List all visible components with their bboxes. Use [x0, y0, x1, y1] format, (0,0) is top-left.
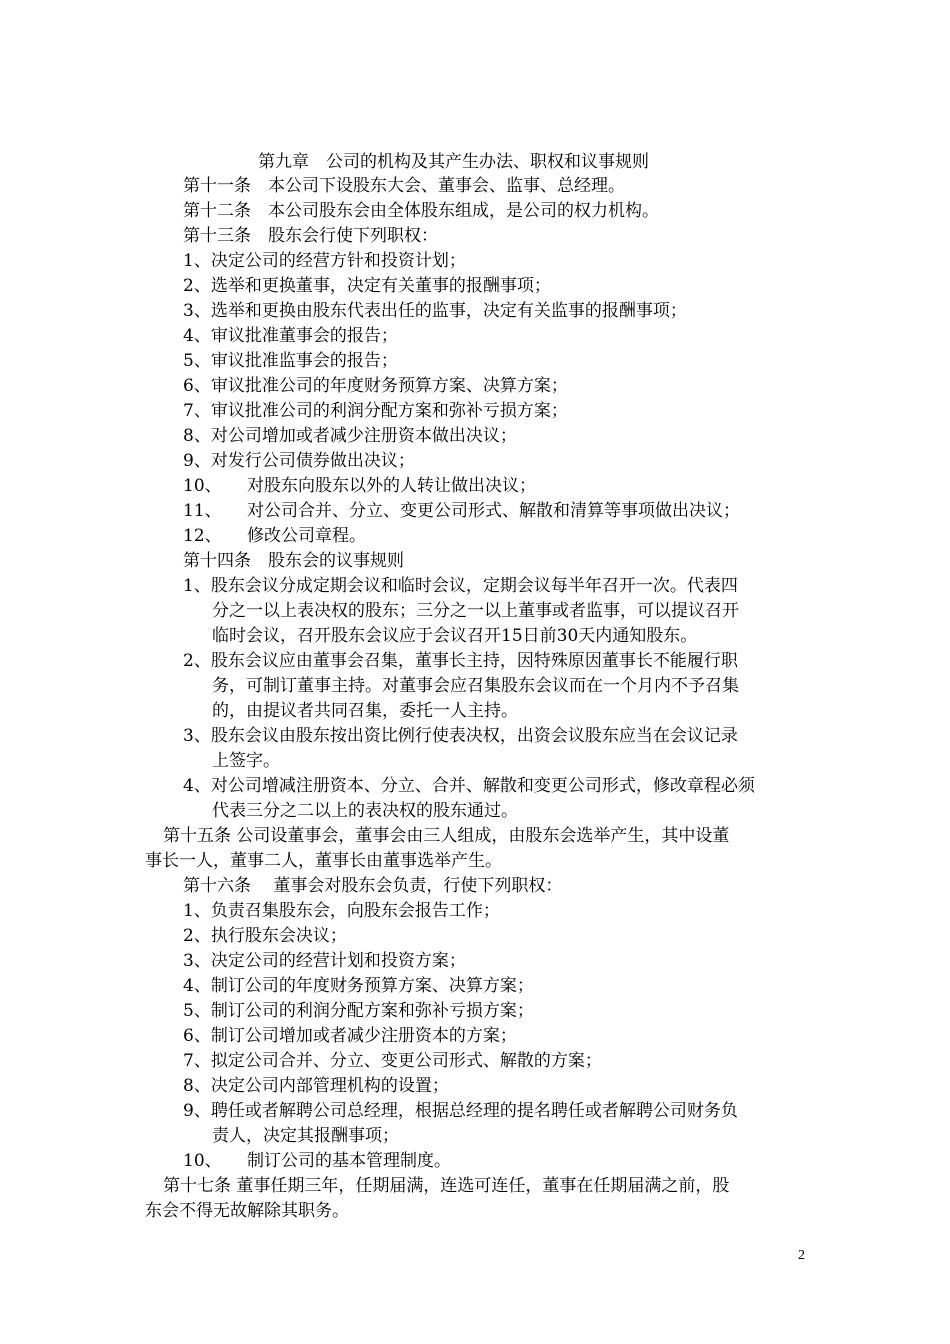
list-item: 2、选举和更换董事，决定有关董事的报酬事项；	[183, 276, 551, 296]
list-item: 9、聘任或者解聘公司总经理，根据总经理的提名聘任或者解聘公司财务负	[183, 1101, 738, 1121]
list-item: 3、选举和更换由股东代表出任的监事，决定有关监事的报酬事项；	[183, 301, 687, 321]
list-text: 对股东向股东以外的人转让做出决议；	[247, 476, 536, 496]
list-item: 1、决定公司的经营方针和投资计划；	[183, 251, 466, 271]
article-17: 第十七条 董事任期三年，任期届满，连选可连任，董事在任期届满之前，股	[163, 1176, 730, 1196]
list-item: 2、股东会议应由董事会召集，董事长主持，因特殊原因董事长不能履行职	[183, 651, 738, 671]
list-item-continued: 务，可制订董事主持。对董事会应召集股东会议而在一个月内不予召集	[212, 676, 739, 696]
list-item: 1、负责召集股东会，向股东会报告工作；	[183, 901, 500, 921]
page-number: 2	[798, 1248, 805, 1263]
list-number: 10、	[183, 476, 222, 496]
list-item: 6、审议批准公司的年度财务预算方案、决算方案；	[183, 376, 568, 396]
list-item: 4、制订公司的年度财务预算方案、决算方案；	[183, 976, 534, 996]
list-item: 7、拟定公司合并、分立、变更公司形式、解散的方案；	[183, 1051, 602, 1071]
article-14: 第十四条 股东会的议事规则	[183, 551, 404, 571]
list-item	[183, 474, 536, 498]
list-number: 11、	[183, 501, 222, 521]
chapter-title: 第九章 公司的机构及其产生办法、职权和议事规则	[258, 152, 649, 172]
list-text: 制订公司的基本管理制度。	[247, 1151, 451, 1171]
article-11: 第十一条 本公司下设股东大会、董事会、监事、总经理。	[183, 176, 625, 196]
list-item	[183, 524, 366, 548]
article-13: 第十三条 股东会行使下列职权：	[183, 226, 438, 246]
list-item	[183, 1149, 451, 1173]
list-item: 3、股东会议由股东按出资比例行使表决权，出资会议股东应当在会议记录	[183, 726, 738, 746]
list-item: 1、股东会议分成定期会议和临时会议，定期会议每半年召开一次。代表四	[183, 576, 738, 596]
list-item: 3、决定公司的经营计划和投资方案；	[183, 951, 466, 971]
list-text: 对公司合并、分立、变更公司形式、解散和清算等事项做出决议；	[247, 501, 740, 521]
list-item-continued: 的，由提议者共同召集，委托一人主持。	[212, 701, 518, 721]
article-17-continued: 东会不得无故解除其职务。	[145, 1201, 349, 1221]
list-item	[183, 499, 740, 523]
list-item: 5、审议批准监事会的报告；	[183, 351, 398, 371]
list-text: 修改公司章程。	[247, 526, 366, 546]
article-16: 第十六条 董事会对股东会负责，行使下列职权：	[183, 876, 563, 896]
list-number: 12、	[183, 526, 222, 546]
list-item: 7、审议批准公司的利润分配方案和弥补亏损方案；	[183, 401, 568, 421]
list-item-continued: 代表三分之二以上的表决权的股东通过。	[212, 801, 518, 821]
list-item: 4、审议批准董事会的报告；	[183, 326, 398, 346]
article-15: 第十五条 公司设董事会，董事会由三人组成，由股东会选举产生，其中设董	[163, 826, 730, 846]
list-item-continued: 责人，决定其报酬事项；	[212, 1126, 399, 1146]
list-item-continued: 上签字。	[212, 751, 280, 771]
list-item: 4、对公司增减注册资本、分立、合并、解散和变更公司形式，修改章程必须	[183, 776, 755, 796]
article-15-continued: 事长一人，董事二人，董事长由董事选举产生。	[145, 851, 502, 871]
list-item: 5、制订公司的利润分配方案和弥补亏损方案；	[183, 1001, 534, 1021]
list-item: 9、对发行公司债券做出决议；	[183, 451, 415, 471]
list-item: 2、执行股东会决议；	[183, 926, 347, 946]
list-item: 8、对公司增加或者减少注册资本做出决议；	[183, 426, 517, 446]
list-item-continued: 分之一以上表决权的股东；三分之一以上董事或者监事，可以提议召开	[212, 601, 739, 621]
list-item: 6、制订公司增加或者减少注册资本的方案；	[183, 1026, 517, 1046]
list-item-continued: 临时会议，召开股东会议应于会议召开15日前30天内通知股东。	[212, 626, 698, 646]
article-12: 第十二条 本公司股东会由全体股东组成，是公司的权力机构。	[183, 201, 659, 221]
list-number: 10、	[183, 1151, 222, 1171]
list-item: 8、决定公司内部管理机构的设置；	[183, 1076, 449, 1096]
